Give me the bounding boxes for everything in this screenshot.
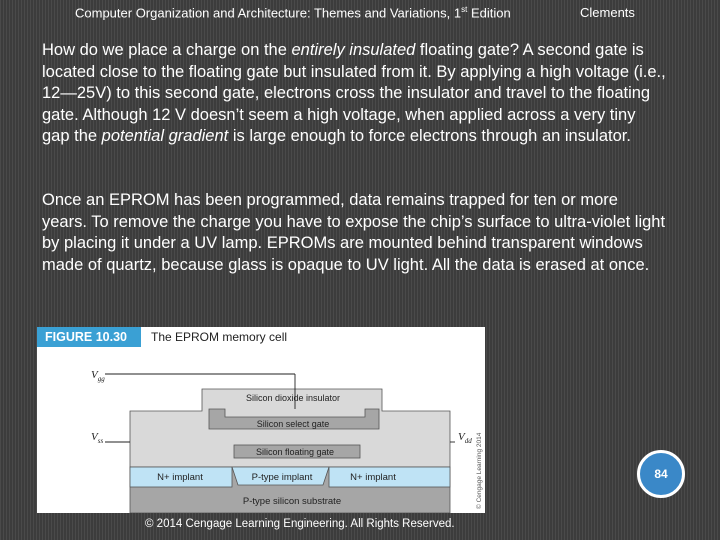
select-gate-label: Silicon select gate	[256, 419, 330, 429]
vdd-label: $V_{dd}$	[458, 431, 472, 445]
vss-label: $V_{ss}$	[91, 431, 104, 445]
slide-header	[0, 4, 720, 22]
n-implant-left-label: N+ implant	[157, 472, 203, 483]
paragraph-floating-gate: How do we place a charge on the entirely insulated floating gate? A second gate is located close to the floating gate but insulated from it. By applying a high voltage (i.e., 12—25V) to this second gate, electrons cross the insulator and travel to the floating gate. Although 12 V doesn’t seem a high voltage, when applied across a very tiny gap the potential gradient is large enough to force electrons through an insulator.	[42, 41, 666, 146]
figure-header	[37, 327, 485, 347]
figure-credit: © Cengage Learning 2014	[476, 432, 483, 509]
eprom-figure	[37, 327, 485, 513]
book-title: Computer Organization and Architecture: Themes and Variations, 1st Edition	[75, 5, 511, 21]
eprom-cell-diagram	[37, 347, 485, 513]
paragraph-eprom-erase: Once an EPROM has been programmed, data remains trapped for ten or more years. To remove the charge you have to expose the chip’s surface to ultra-violet light by placing it under a UV lamp. EPROMs are mounted behind transparent windows made of quartz, because glass is opaque to UV light. All the data is erased at once.	[42, 191, 666, 274]
p-implant-label: P-type implant	[251, 472, 313, 483]
oxide-label: Silicon dioxide insulator	[245, 393, 341, 403]
page-number-badge: 84	[637, 450, 685, 498]
emphasis-potential-gradient: potential gradient	[101, 127, 229, 146]
n-implant-right-label: N+ implant	[350, 472, 396, 483]
figure-title: The EPROM memory cell	[151, 330, 288, 344]
vgg-label: $V_{gg}$	[91, 369, 105, 383]
copyright-notice: © 2014 Cengage Learning Engineering. All Rights Reserved.	[145, 518, 455, 530]
author-name: Clements	[580, 5, 635, 20]
edition-superscript: st	[461, 5, 468, 14]
substrate-label: P-type silicon substrate	[242, 496, 342, 507]
floating-gate-label: Silicon floating gate	[255, 447, 335, 457]
figure-tag: FIGURE 10.30	[37, 327, 141, 347]
emphasis-entirely-insulated: entirely insulated	[291, 41, 416, 59]
